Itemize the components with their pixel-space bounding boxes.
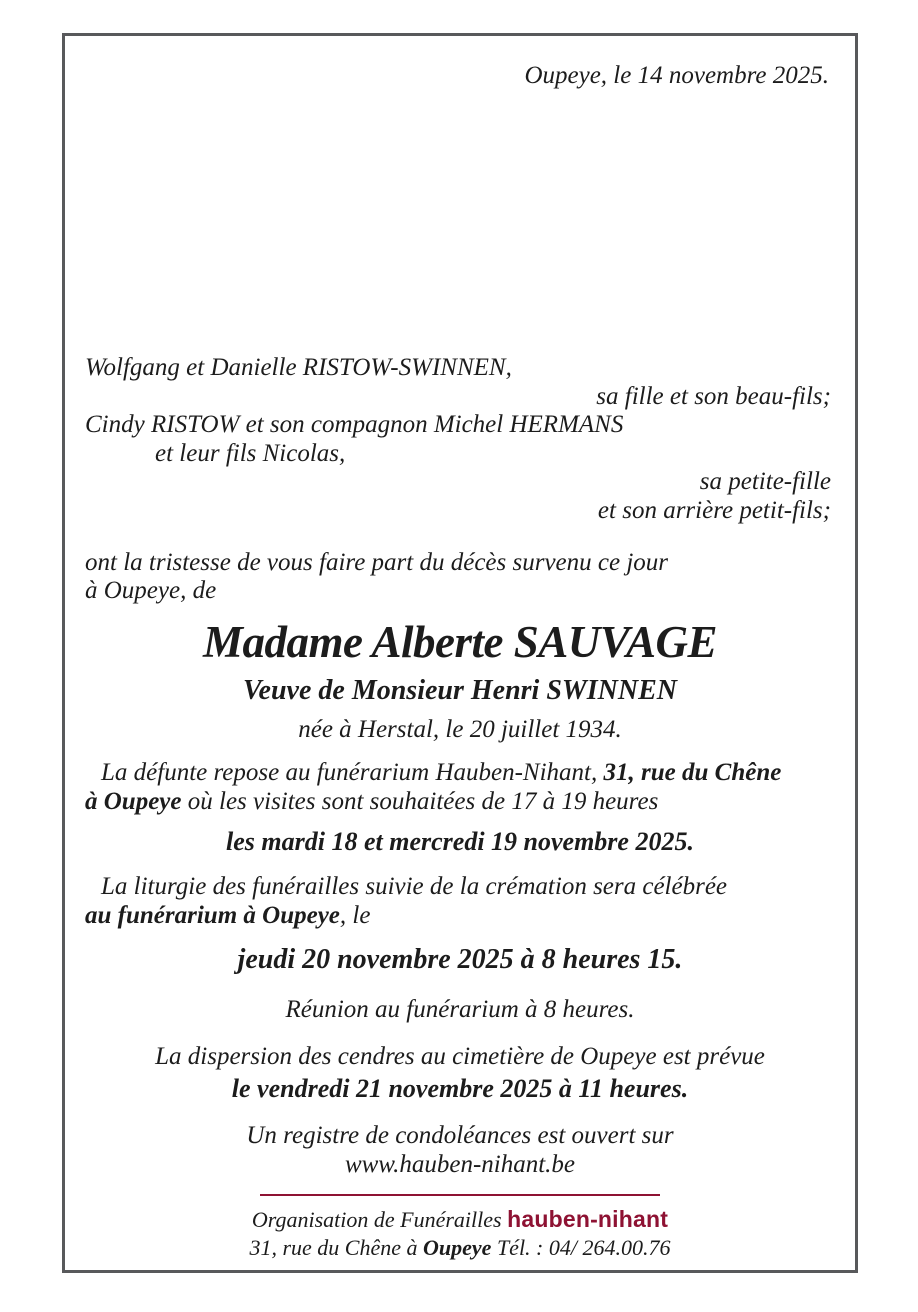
condolence-register-line: Un registre de condoléances est ouvert sur — [246, 1122, 674, 1149]
funeral-home-logo-text: hauben-nihant — [507, 1206, 669, 1232]
footer-phone: Tél. : 04/ 264.00.76 — [491, 1235, 671, 1260]
ashes-dispersion-block — [85, 1042, 835, 1104]
deceased-birth-line: née à Herstal, le 20 juillet 1934. — [298, 716, 622, 743]
dispersion-date-line: le vendredi 21 novembre 2025 à 11 heures. — [231, 1074, 689, 1103]
website-url: www.hauben-nihant.be — [344, 1151, 576, 1178]
family-announcers — [85, 354, 835, 525]
announcement-line-2: à Oupeye, de — [85, 577, 217, 604]
repose-address-bold-2: à Oupeye — [85, 788, 182, 815]
announcer-line-1: Wolfgang et Danielle RISTOW-SWINNEN, — [85, 354, 512, 381]
liturgy-place-bold: au funérarium à Oupeye — [85, 902, 340, 929]
footer-address-city: Oupeye — [423, 1235, 492, 1260]
deceased-name: Madame Alberte SAUVAGE — [202, 617, 718, 667]
liturgy-text-1: La liturgie des funérailles suivie de la crémation sera célébrée — [101, 873, 728, 900]
ceremony-date-line: jeudi 20 novembre 2025 à 8 heures 15. — [237, 944, 683, 975]
dispersion-line: La dispersion des cendres au cimetière de Oupeye est prévue — [155, 1043, 765, 1070]
footer-divider — [260, 1194, 660, 1196]
date-line: Oupeye, le 14 novembre 2025. — [524, 62, 829, 89]
relation-line-3: et son arrière petit-fils; — [597, 496, 831, 524]
repose-paragraph — [85, 758, 835, 856]
footer-address-line — [85, 1234, 835, 1262]
liturgy-text-2: , le — [339, 902, 371, 929]
visit-dates-line: les mardi 18 et mercredi 19 novembre 2025. — [226, 827, 694, 856]
repose-text-2: où les visites sont souhaitées de 17 à 19 heures — [181, 788, 659, 815]
footer-organisation-line — [85, 1205, 835, 1234]
footer-address-prefix: 31, rue du Chêne à — [249, 1235, 424, 1260]
relation-line-2: sa petite-fille — [699, 468, 831, 495]
footer-organisation-label: Organisation de Funérailles — [251, 1207, 508, 1232]
mourning-card-sheet — [62, 33, 858, 1273]
liturgy-paragraph — [85, 872, 835, 930]
meeting-line: Réunion au funérarium à 8 heures. — [285, 996, 635, 1023]
deceased-block — [85, 618, 835, 744]
repose-address-bold-1: 31, rue du Chêne — [603, 759, 782, 786]
announcement-line-1: ont la tristesse de vous faire part du décès survenu ce jour — [85, 549, 669, 576]
announcer-line-3: et leur fils Nicolas, — [155, 439, 346, 467]
deceased-widow-of: Veuve de Monsieur Henri SWINNEN — [242, 675, 678, 706]
condolence-register-block — [85, 1121, 835, 1179]
announcer-line-2: Cindy RISTOW et son compagnon Michel HERMANS — [85, 411, 624, 438]
relation-line-1: sa fille et son beau-fils; — [596, 382, 831, 410]
repose-text-1: La défunte repose au funérarium Hauben-Nihant, — [101, 759, 604, 786]
funeral-home-footer — [85, 1194, 835, 1262]
announcement-paragraph — [85, 549, 835, 605]
